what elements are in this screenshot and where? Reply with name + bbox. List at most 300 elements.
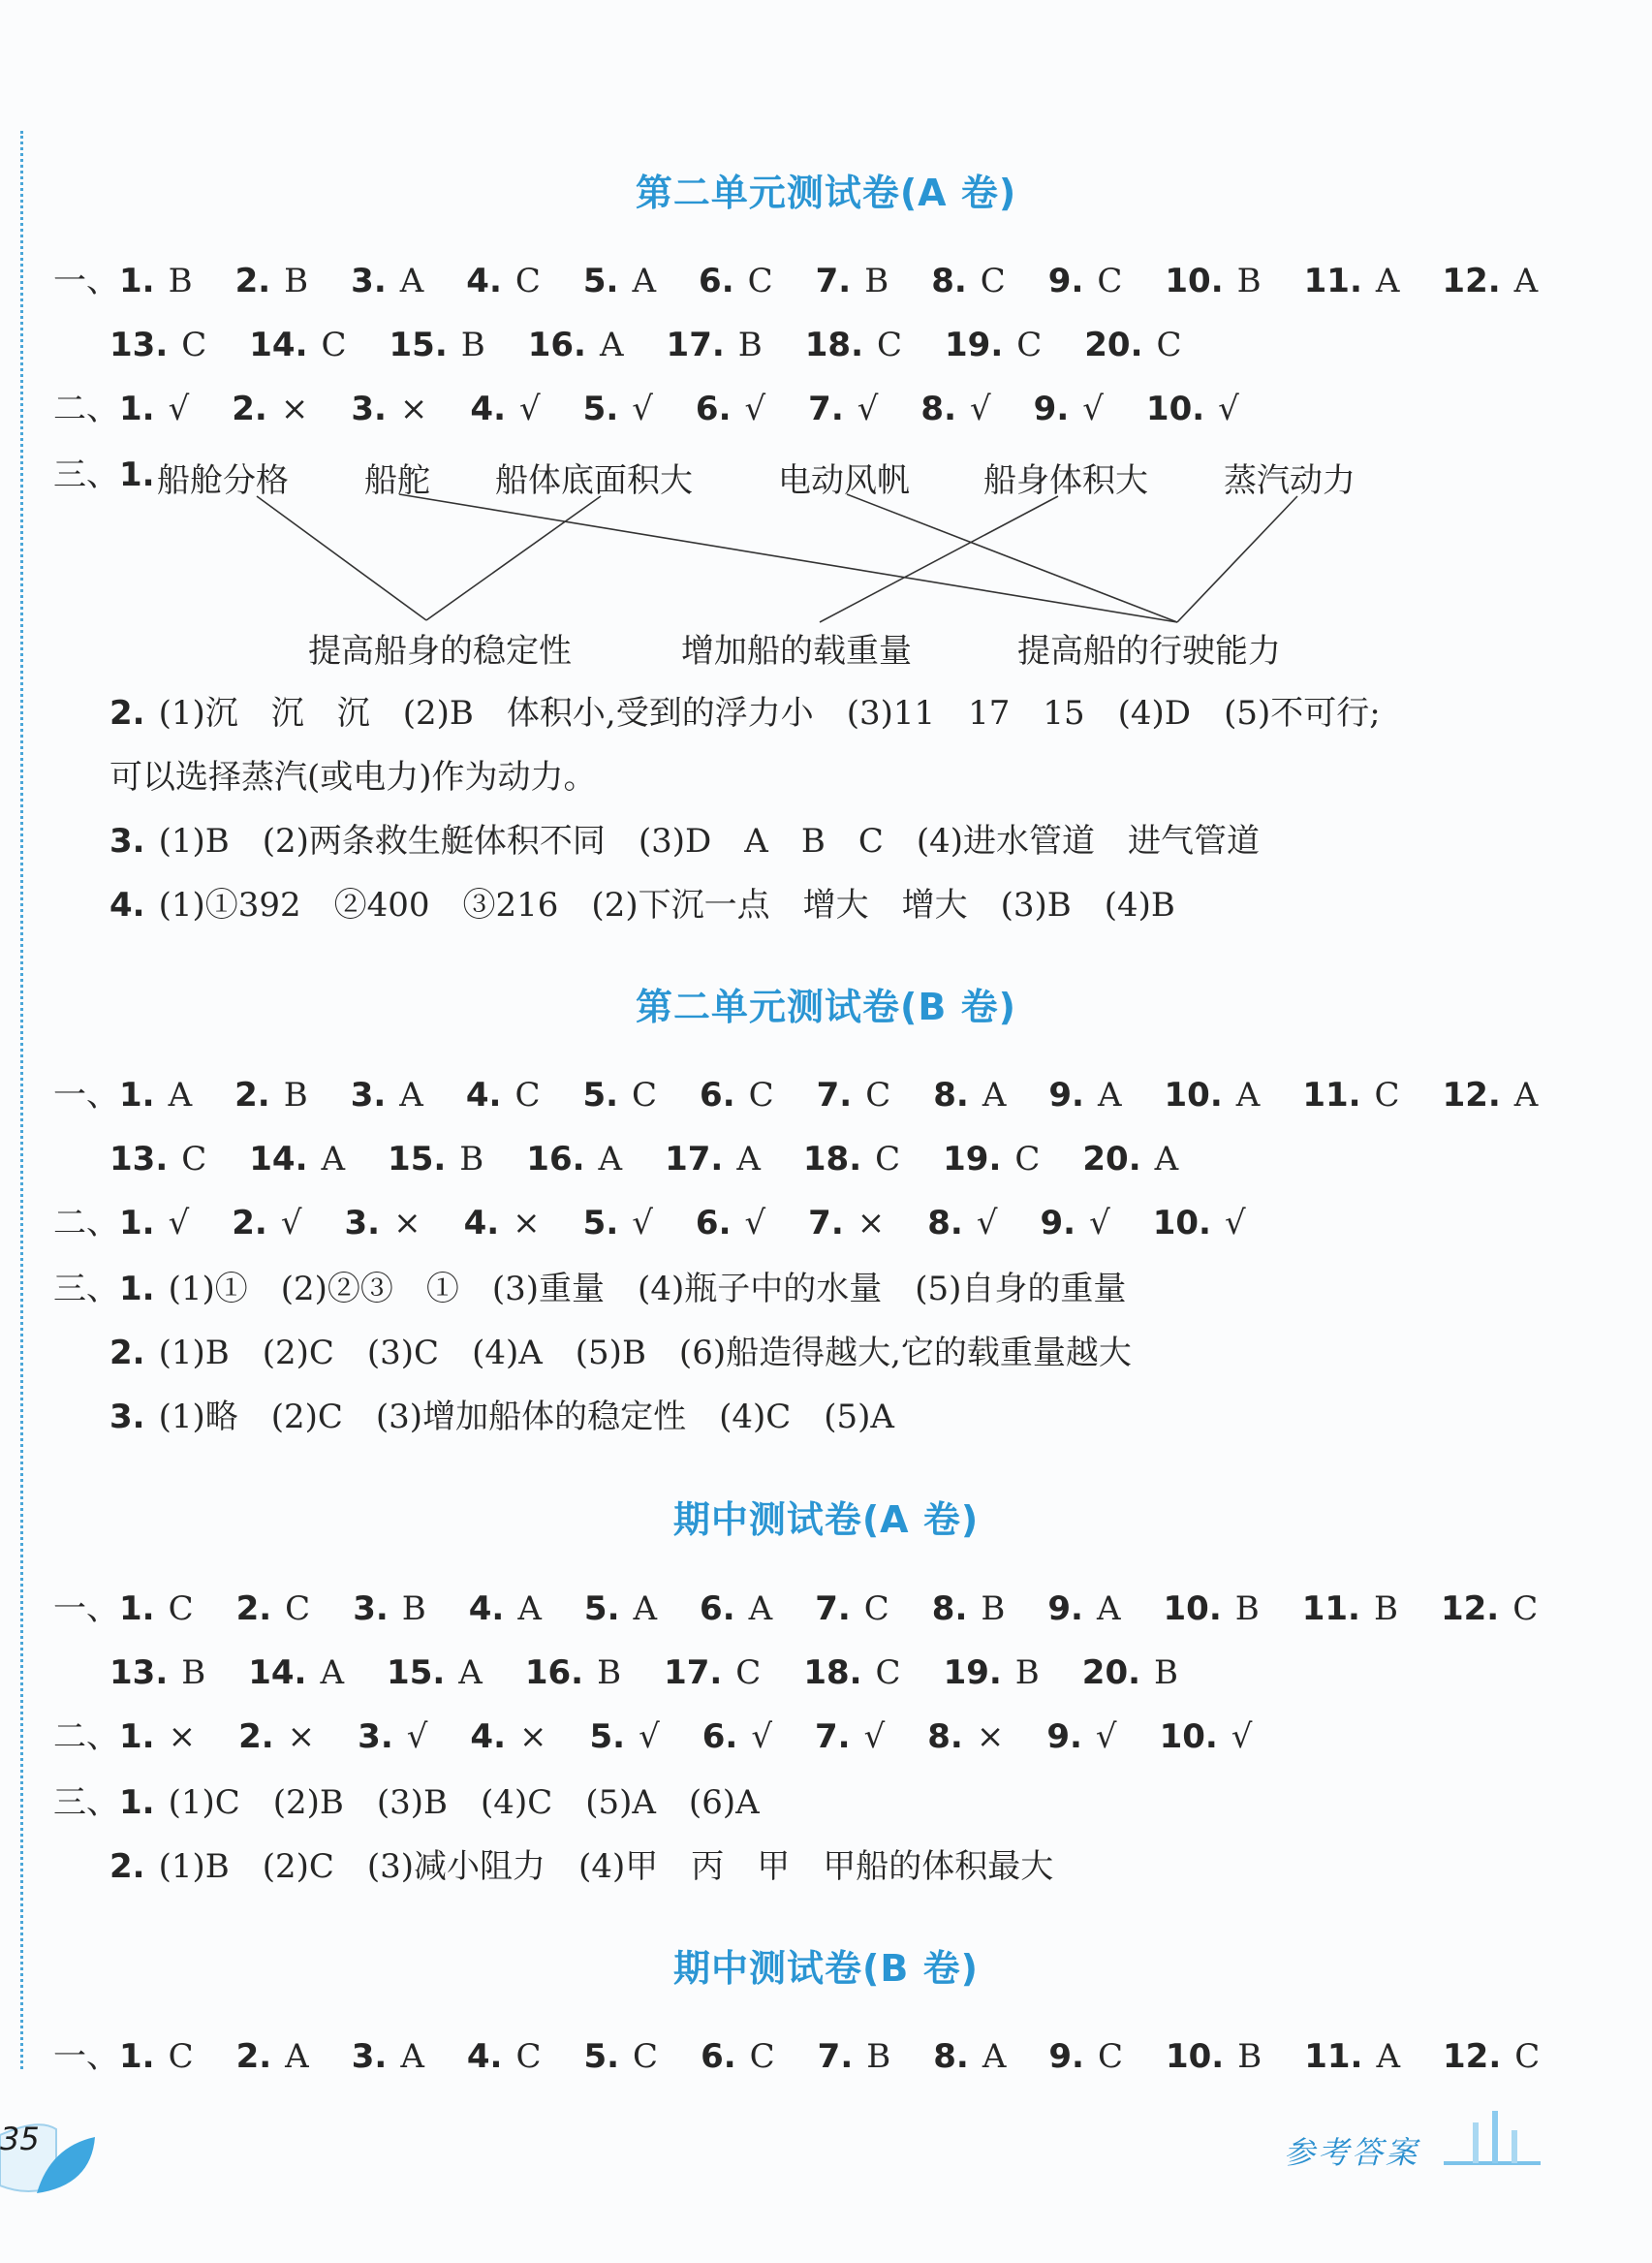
answer-value: C (181, 326, 207, 364)
answer-value: A (1375, 262, 1400, 300)
answer-text: (1)C (2)B (3)B (4)C (5)A (6)A (168, 1783, 760, 1822)
question-number: 20. (1084, 326, 1143, 364)
row-lead: 三、 (53, 1270, 119, 1308)
question-number: 3. (351, 262, 387, 300)
answer-item (803, 1138, 900, 1180)
answer-item (232, 1202, 301, 1244)
answer-value: A (1376, 2037, 1400, 2076)
question-number: 7. (815, 1589, 851, 1628)
answer-item (932, 1587, 1006, 1630)
answer-item (933, 2035, 1006, 2078)
question-number: 19. (943, 1140, 1002, 1179)
question-number: 7. (817, 2037, 854, 2076)
answer-value: √ (406, 1717, 428, 1756)
answer-value: √ (744, 1204, 766, 1242)
question-number: 1. (119, 1204, 155, 1242)
row-lead: 一、 (53, 1076, 119, 1115)
answer-value: √ (976, 1204, 998, 1242)
section-title: 第二单元测试卷(B 卷) (636, 986, 1016, 1028)
question-number: 1. (119, 1270, 155, 1308)
answer-value: A (598, 1140, 623, 1179)
question-number: 8. (920, 390, 956, 428)
row-lead: 一、 (53, 2037, 119, 2076)
answer-value: × (976, 1717, 1005, 1756)
question-number: 7. (814, 1717, 851, 1756)
answer-value: B (283, 1076, 308, 1115)
answer-text: (1)B (2)C (3)C (4)A (5)B (6)船造得越大,它的载重量越大 (158, 1334, 1132, 1372)
answer-item (1082, 1651, 1178, 1694)
question-number: 1. (119, 1717, 155, 1756)
answer-value: √ (1095, 1717, 1117, 1756)
match-line (1177, 496, 1297, 622)
answer-item (119, 1202, 189, 1244)
answer-value: √ (639, 1717, 660, 1756)
answer-value: √ (1082, 390, 1104, 428)
match-item: 船舱分格 (157, 461, 289, 500)
answer-value: B (284, 262, 309, 300)
question-number: 9. (1047, 262, 1084, 300)
row-lead: 二、 (53, 1717, 119, 1756)
question-number: 12. (1442, 262, 1501, 300)
row-lead: 二、 (53, 390, 119, 428)
section-title: 期中测试卷(B 卷) (673, 1947, 979, 1990)
answer-item (702, 1715, 772, 1758)
answer-item (387, 1651, 483, 1694)
answer-row (109, 1332, 1132, 1374)
question-number: 2. (235, 1589, 272, 1628)
match-item: 船舵 (364, 461, 430, 500)
question-number: 8. (933, 2037, 969, 2076)
answer-value: √ (280, 1204, 302, 1242)
answer-value: C (321, 326, 347, 364)
question-number: 13. (109, 1653, 169, 1692)
question-number: 9. (1048, 2037, 1084, 2076)
question-number: 10. (1163, 1589, 1222, 1628)
answer-value: √ (168, 1204, 190, 1242)
answer-item (345, 1202, 421, 1244)
match-target: 提高船身的稳定性 (308, 632, 572, 671)
row-lead: 一、 (53, 1589, 119, 1628)
answer-row (53, 1781, 760, 1824)
answer-row (109, 1651, 1221, 1694)
question-number: 4. (109, 886, 145, 925)
answer-value: A (168, 1076, 193, 1115)
question-number: 20. (1081, 1653, 1141, 1692)
question-number: 8. (931, 262, 967, 300)
chart-decoration-icon (1444, 2103, 1550, 2171)
question-number: 10. (1165, 262, 1224, 300)
question-number: 7. (808, 1204, 844, 1242)
answer-item (119, 2035, 194, 2078)
answer-value: B (1154, 1653, 1179, 1692)
section-title: 期中测试卷(A 卷) (672, 1498, 980, 1541)
answer-item (1166, 2035, 1262, 2078)
answer-value: C (514, 1076, 541, 1115)
answer-value: √ (518, 390, 541, 428)
question-number: 14. (248, 1653, 307, 1692)
answer-value: √ (857, 390, 879, 428)
answer-item (1047, 1587, 1120, 1630)
answer-value: A (1513, 262, 1539, 300)
answer-value: C (1016, 326, 1043, 364)
answer-value: A (1513, 1076, 1539, 1115)
answer-row (109, 1396, 894, 1438)
question-number: 2. (234, 1076, 270, 1115)
answer-row (53, 1202, 1289, 1244)
page-number: 35 (0, 2121, 40, 2157)
answer-value: C (875, 1653, 901, 1692)
answer-value: B (866, 2037, 891, 2076)
answer-item (582, 1074, 657, 1116)
answer-text: 可以选择蒸汽(或电力)作为动力。 (109, 758, 597, 797)
question-number: 4. (470, 390, 506, 428)
question-number: 11. (1304, 2037, 1363, 2076)
match-item: 船体底面积大 (495, 461, 693, 500)
answer-value: B (460, 326, 485, 364)
match-target: 增加船的载重量 (681, 632, 912, 671)
answer-value: A (1154, 1140, 1179, 1179)
question-number: 1. (119, 1589, 155, 1628)
question-number: 13. (109, 326, 169, 364)
answer-item (1304, 2035, 1400, 2078)
answer-value: × (513, 1204, 541, 1242)
answer-item (1153, 1202, 1246, 1244)
answer-value: √ (632, 390, 653, 428)
answer-value: A (632, 262, 657, 300)
answer-item (119, 1587, 194, 1630)
answer-item (358, 1715, 427, 1758)
answer-value: C (1514, 2037, 1541, 2076)
answer-item (467, 2035, 542, 2078)
question-number: 14. (249, 1140, 308, 1179)
answer-value: A (748, 1589, 773, 1628)
answer-item (525, 1651, 621, 1694)
match-item: 船身体积大 (983, 461, 1148, 500)
answer-value: A (458, 1653, 483, 1692)
question-number: 6. (700, 1076, 735, 1115)
question-number: 12. (1440, 1589, 1500, 1628)
answer-item (701, 2035, 775, 2078)
answer-value: C (1014, 1140, 1041, 1179)
answer-text: (1)① (2)②③ ① (3)重量 (4)瓶子中的水量 (5)自身的重量 (168, 1270, 1127, 1308)
answer-value: √ (1089, 1204, 1110, 1242)
question-number: 5. (582, 1076, 619, 1115)
answer-item (1082, 1138, 1178, 1180)
answer-value: A (321, 1140, 346, 1179)
answer-item (700, 1074, 774, 1116)
question-number: 9. (1046, 1717, 1082, 1756)
question-number: 6. (700, 1589, 735, 1628)
answer-value: C (748, 1076, 774, 1115)
answer-value: B (1237, 2037, 1262, 2076)
question-number: 6. (695, 390, 732, 428)
question-number: 8. (927, 1204, 963, 1242)
row-lead: 一、 (53, 262, 119, 300)
answer-value: B (1234, 1589, 1260, 1628)
answer-item (815, 1715, 885, 1758)
question-number: 10. (1165, 2037, 1225, 2076)
answer-value: C (875, 1140, 901, 1179)
question-number: 2. (109, 1334, 145, 1372)
question-number: 5. (582, 1204, 619, 1242)
answer-item (700, 1587, 772, 1630)
question-number: 11. (1301, 1589, 1360, 1628)
answer-row (109, 1138, 1221, 1180)
question-number: 18. (802, 1140, 862, 1179)
match-line (847, 494, 1177, 622)
match-line (399, 494, 1177, 622)
answer-row (53, 1715, 1294, 1758)
answer-row (109, 692, 1381, 735)
answer-value: × (280, 390, 309, 428)
question-number: 16. (526, 1140, 585, 1179)
answer-row (109, 1845, 1053, 1888)
answer-value: A (1096, 1589, 1121, 1628)
answer-text: (1)B (2)C (3)减小阻力 (4)甲 丙 甲 甲船的体积最大 (158, 1847, 1054, 1886)
question-number: 2. (232, 390, 267, 428)
answer-item (1443, 2035, 1540, 2078)
answer-item (1302, 1587, 1398, 1630)
row-lead: 三、 (53, 456, 119, 494)
answer-value: C (633, 2037, 659, 2076)
question-number: 3. (109, 1398, 145, 1436)
question-number: 3. (351, 390, 387, 428)
answer-text: (1)①392 ②400 ③216 (2)下沉一点 增大 增大 (3)B (4)B (158, 886, 1175, 925)
answer-item (109, 1651, 205, 1694)
question-number: 6. (695, 1204, 732, 1242)
answer-text: (1)略 (2)C (3)增加船体的稳定性 (4)C (5)A (158, 1398, 894, 1436)
question-number: 4. (470, 1717, 506, 1756)
answer-item (352, 2035, 424, 2078)
answer-value: B (459, 1140, 484, 1179)
answer-item (696, 1202, 765, 1244)
answer-item (1443, 1074, 1539, 1116)
answer-value: √ (1231, 1717, 1253, 1756)
answer-value: B (401, 1589, 426, 1628)
question-number: 10. (1145, 390, 1205, 428)
answer-item (351, 1074, 423, 1116)
answer-item (388, 1138, 483, 1180)
question-number: 3. (350, 1076, 387, 1115)
question-number: 6. (701, 1717, 738, 1756)
row-lead: 三、 (53, 1783, 119, 1822)
answer-item (927, 1715, 1004, 1758)
answer-item (589, 1715, 659, 1758)
answer-row (109, 884, 1175, 927)
answer-item (1441, 1587, 1538, 1630)
question-number: 4. (463, 1204, 500, 1242)
question-number: 8. (931, 1589, 968, 1628)
answer-value: C (735, 1653, 762, 1692)
section-title: 第二单元测试卷(A 卷) (635, 172, 1017, 214)
answer-value: B (168, 262, 193, 300)
answer-item (236, 2035, 309, 2078)
question-number: 9. (1040, 1204, 1076, 1242)
question-number: 19. (943, 1653, 1002, 1692)
question-number: 19. (945, 326, 1004, 364)
match-target: 提高船的行驶能力 (1017, 632, 1281, 671)
answer-value: A (599, 326, 624, 364)
answer-item (109, 1138, 206, 1180)
question-number: 11. (1302, 1076, 1361, 1115)
answer-value: B (864, 262, 889, 300)
answer-value: C (1097, 262, 1123, 300)
question-number: 2. (109, 694, 145, 733)
answer-value: √ (1218, 390, 1239, 428)
answer-value: × (399, 390, 428, 428)
question-number: 5. (582, 262, 619, 300)
answer-item (1160, 1715, 1253, 1758)
question-number: 10. (1152, 1204, 1211, 1242)
answer-item (469, 1587, 542, 1630)
question-number: 17. (665, 1140, 724, 1179)
question-number: 16. (527, 326, 586, 364)
question-number: 12. (1442, 1076, 1501, 1115)
answer-item (664, 1651, 761, 1694)
answer-item (803, 1651, 900, 1694)
question-number: 18. (803, 1653, 862, 1692)
answer-value: × (393, 1204, 421, 1242)
question-number: 4. (466, 2037, 503, 2076)
answer-value: C (1156, 326, 1182, 364)
answer-value: C (168, 1589, 194, 1628)
answer-row (53, 1268, 1126, 1310)
answer-value: √ (863, 1717, 886, 1756)
answer-value: A (320, 1653, 345, 1692)
answer-value: C (515, 2037, 542, 2076)
answer-item (234, 1074, 308, 1116)
answer-item (466, 1074, 541, 1116)
answer-item (1048, 2035, 1123, 2078)
question-number: 5. (582, 390, 619, 428)
answer-item (1048, 1074, 1121, 1116)
answer-value: C (1374, 1076, 1400, 1115)
answer-item (927, 1202, 997, 1244)
question-number: 2. (109, 1847, 145, 1886)
answer-value: × (287, 1717, 316, 1756)
answer-item (1302, 1074, 1399, 1116)
answer-value: √ (632, 1204, 653, 1242)
answer-row (109, 820, 1260, 863)
answer-item (1040, 1202, 1109, 1244)
answer-item (249, 1138, 345, 1180)
question-number: 9. (1047, 1589, 1083, 1628)
question-number: 8. (933, 1076, 969, 1115)
answer-item (817, 1074, 891, 1116)
question-number: 2. (234, 262, 271, 300)
answer-value: C (1097, 2037, 1123, 2076)
question-number: 1. (119, 1783, 155, 1822)
answer-value: A (285, 2037, 309, 2076)
answer-item (1164, 1587, 1260, 1630)
question-number: 6. (701, 2037, 736, 2076)
question-number: 12. (1443, 2037, 1502, 2076)
answer-value: √ (168, 390, 190, 428)
question-number: 10. (1164, 1076, 1223, 1115)
question-number: 3. (353, 1589, 389, 1628)
question-number: 8. (927, 1717, 963, 1756)
question-number: 5. (583, 2037, 620, 2076)
question-number: 4. (468, 1589, 505, 1628)
answer-item (818, 2035, 891, 2078)
answer-value: A (399, 262, 424, 300)
answer-value: A (736, 1140, 761, 1179)
answer-value: A (633, 1589, 658, 1628)
answer-value: × (857, 1204, 886, 1242)
answer-item (119, 1715, 196, 1758)
answer-row (109, 756, 597, 799)
answer-item (119, 1074, 192, 1116)
answer-value: C (865, 1076, 891, 1115)
question-number: 14. (249, 326, 308, 364)
answer-item (248, 1651, 344, 1694)
answer-value: A (517, 1589, 542, 1628)
question-number: 15. (388, 1140, 447, 1179)
answer-value: C (632, 1076, 658, 1115)
answer-item (583, 2035, 658, 2078)
question-number: 9. (1033, 390, 1070, 428)
answer-item (470, 1715, 546, 1758)
answer-value: A (1097, 1076, 1122, 1115)
question-number: 1. (119, 1076, 155, 1115)
question-number: 16. (524, 1653, 584, 1692)
answer-item (1165, 1074, 1261, 1116)
answer-item (943, 1138, 1040, 1180)
answer-item (584, 1587, 657, 1630)
question-number: 6. (699, 262, 734, 300)
question-number: 17. (666, 326, 725, 364)
answer-item (353, 1587, 426, 1630)
answer-value: C (1512, 1589, 1539, 1628)
answer-item (808, 1202, 885, 1244)
answer-value: √ (751, 1717, 772, 1756)
answer-row (53, 2035, 1582, 2078)
answer-item (665, 1138, 761, 1180)
answer-value: C (980, 262, 1006, 300)
answer-value: B (1014, 1653, 1040, 1692)
answer-value: × (518, 1717, 547, 1756)
question-number: 5. (589, 1717, 626, 1756)
question-number: 4. (465, 1076, 502, 1115)
footer-label: 参考答案 (1284, 2134, 1420, 2171)
answer-value: × (168, 1717, 197, 1756)
question-number: 9. (1048, 1076, 1084, 1115)
question-number: 10. (1159, 1717, 1218, 1756)
question-number: 4. (466, 262, 502, 300)
question-number: 5. (583, 1589, 620, 1628)
question-number: 7. (815, 262, 852, 300)
answer-item (944, 1651, 1040, 1694)
answer-value: C (181, 1140, 207, 1179)
answer-item (464, 1202, 541, 1244)
question-number: 7. (816, 1076, 853, 1115)
answer-item (1046, 1715, 1116, 1758)
match-item: 蒸汽动力 (1224, 461, 1356, 500)
answer-item (238, 1715, 315, 1758)
answer-item (933, 1074, 1006, 1116)
answer-row (53, 1587, 1580, 1630)
question-number: 13. (109, 1140, 169, 1179)
answer-value: C (749, 2037, 775, 2076)
answer-value: C (285, 1589, 311, 1628)
answer-text: (1)B (2)两条救生艇体积不同 (3)D A B C (4)进水管道 进气管道 (158, 822, 1261, 861)
answer-item (236, 1587, 311, 1630)
answer-value: C (863, 1589, 889, 1628)
answer-item (526, 1138, 622, 1180)
match-line (820, 496, 1058, 622)
question-number: 2. (235, 2037, 272, 2076)
answer-value: B (1373, 1589, 1398, 1628)
